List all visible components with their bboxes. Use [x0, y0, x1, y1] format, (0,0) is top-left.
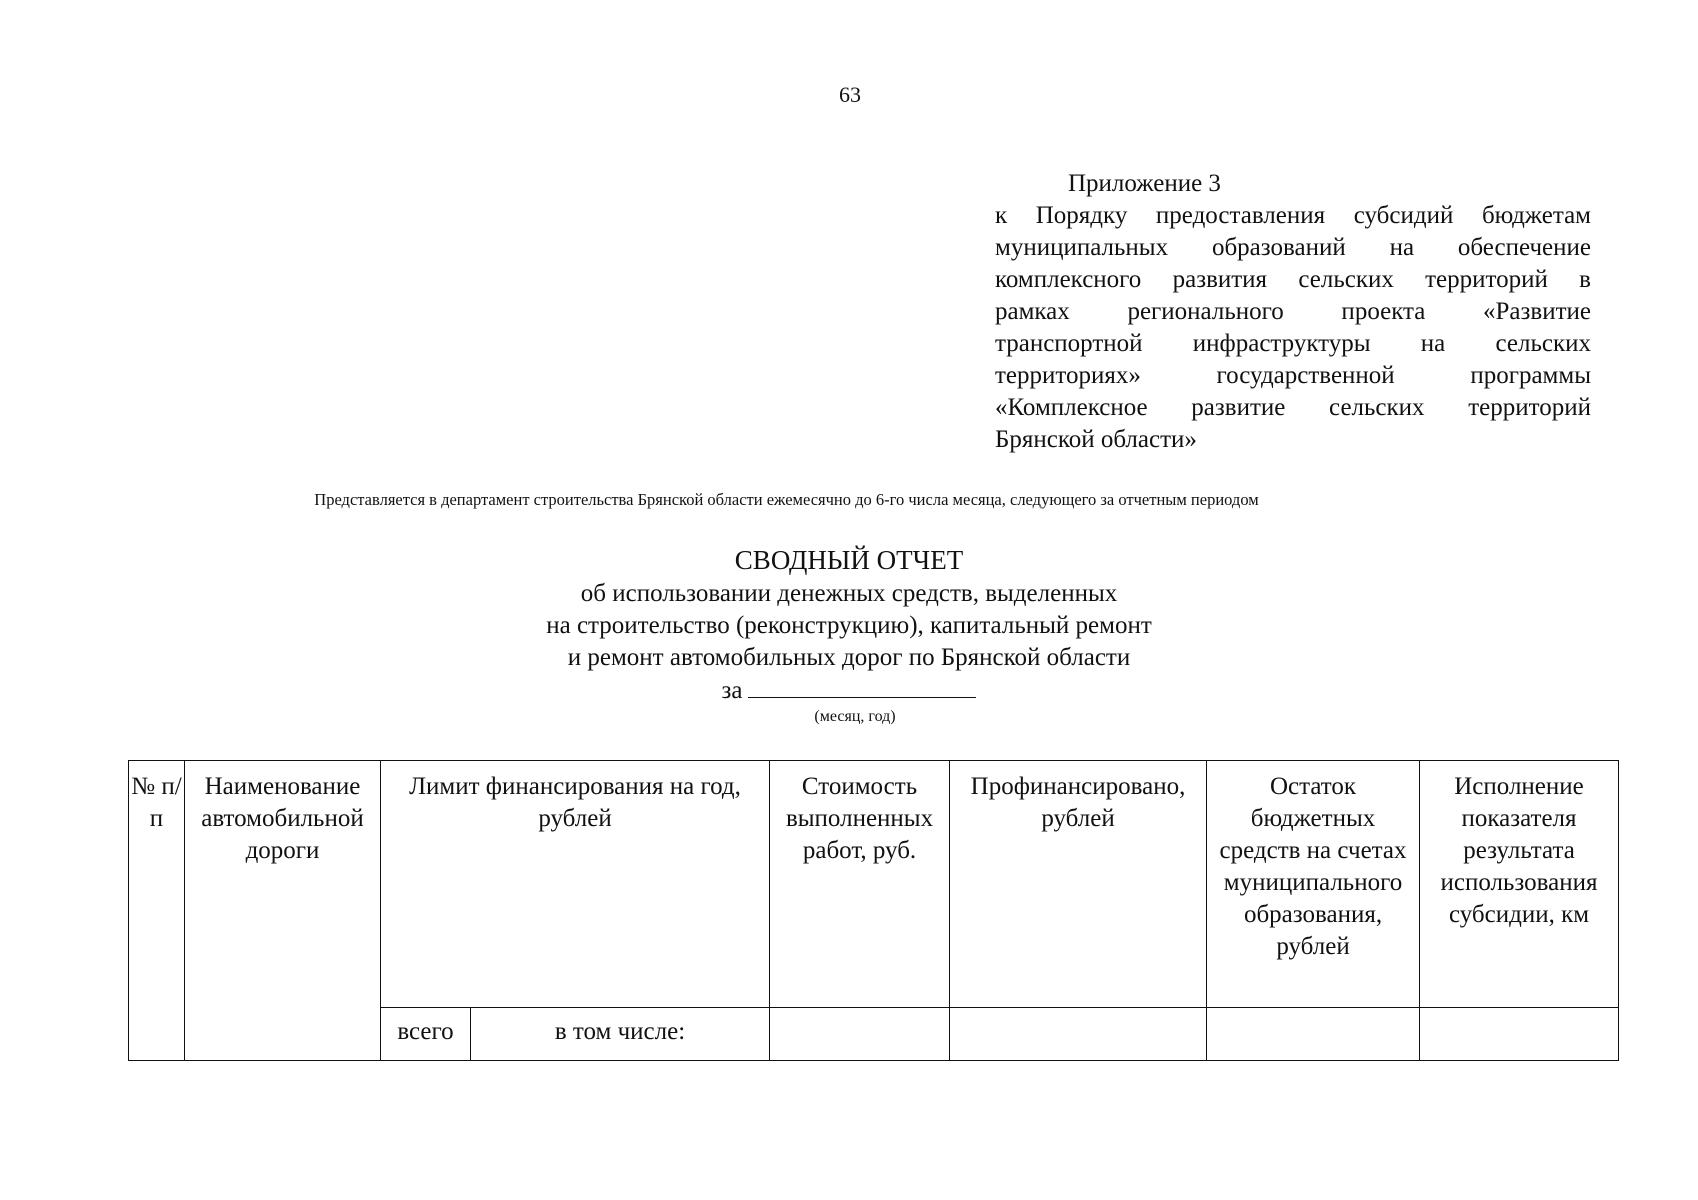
appendix-line: Брянской области» [995, 426, 1197, 453]
report-subtitle-line: и ремонт автомобильных дорог по Брянской области [567, 644, 1131, 671]
appendix-line: муниципальных образований на обеспечение [995, 234, 1591, 261]
period-blank-field[interactable] [748, 675, 976, 698]
table-header-row [129, 761, 1619, 1008]
subheader-total: всего [381, 1008, 471, 1061]
header-road-name: Наименование автомобильной дороги [185, 761, 381, 1061]
appendix-line: территориях» государственной программы [995, 362, 1591, 389]
appendix-title: Приложение 3 [1068, 170, 1221, 197]
appendix-line: рамках регионального проекта «Развитие [995, 298, 1591, 325]
report-table [128, 760, 1619, 1061]
page-number: 63 [839, 82, 861, 107]
header-financed: Профинансировано, рублей [950, 761, 1207, 1008]
appendix-line: «Комплексное развитие сельских территорий [995, 394, 1591, 421]
table-cell [950, 1008, 1207, 1061]
report-title: СВОДНЫЙ ОТЧЕТ [734, 545, 964, 575]
header-funding-limit: Лимит финансирования на год, рублей [381, 761, 770, 1008]
submission-note: Представляется в департамент строительства Брянской области ежемесячно до 6-го числа месяца, следующего за отчетным периодом [314, 490, 1259, 509]
table-cell [1420, 1008, 1619, 1061]
appendix-line: комплексного развития сельских территорий в [995, 266, 1591, 293]
header-indicator: Исполнение показателя результата использования субсидии, км [1420, 761, 1619, 1008]
header-remaining: Остаток бюджетных средств на счетах муниципального образования, рублей [1207, 761, 1420, 1008]
period-hint: (месяц, год) [814, 708, 896, 725]
report-subtitle-line: об использовании денежных средств, выделенных [580, 580, 1118, 607]
report-subtitle-line: на строительство (реконструкцию), капитальный ремонт [546, 612, 1152, 639]
header-number: № п/п [129, 761, 185, 1061]
appendix-block [995, 168, 1591, 456]
period-prefix: за [721, 677, 743, 704]
subheader-including: в том числе: [471, 1008, 770, 1061]
report-title-block [0, 542, 1698, 726]
table-cell [770, 1008, 950, 1061]
table-cell [1207, 1008, 1420, 1061]
appendix-line: к Порядку предоставления субсидий бюджетам [995, 202, 1591, 229]
period-row [0, 675, 1698, 706]
header-work-cost: Стоимость выполненных работ, руб. [770, 761, 950, 1008]
appendix-line: транспортной инфраструктуры на сельских [995, 330, 1591, 357]
